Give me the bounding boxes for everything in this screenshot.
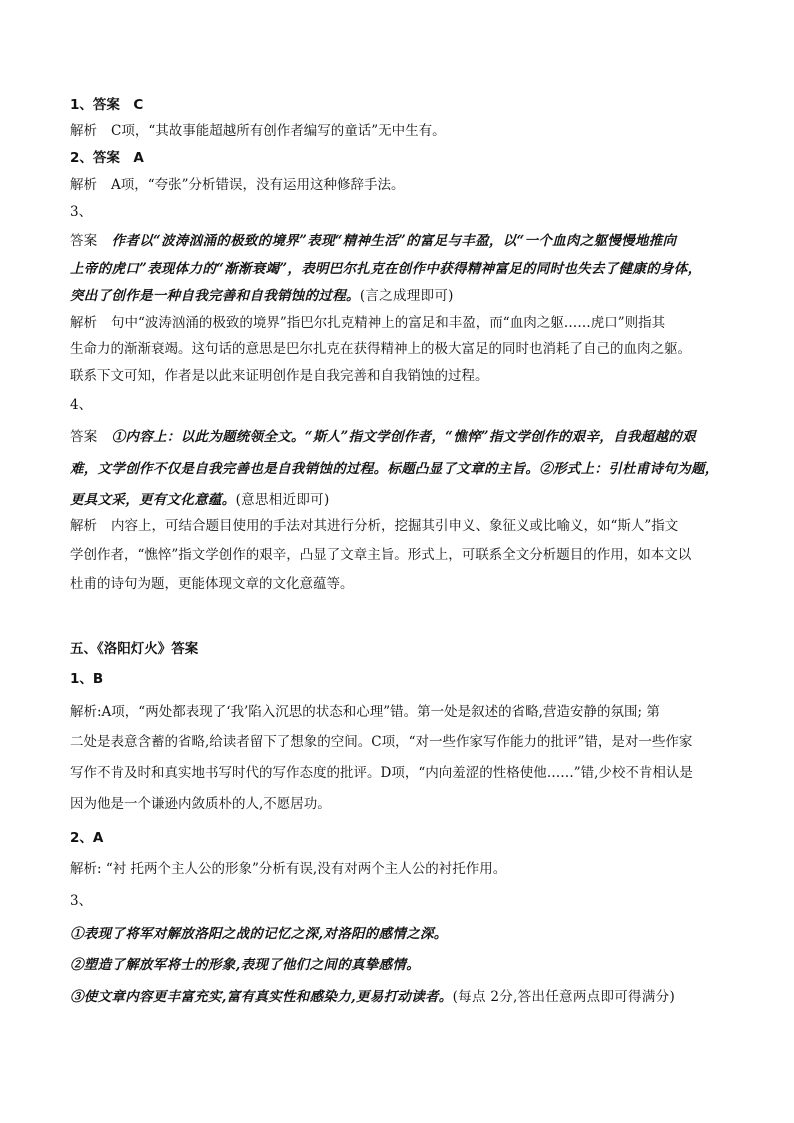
s5-q1-analysis-line: 二处是表意含蓄的省略,给读者留下了想象的空间。C项，“对一些作家写作能力的批评”错，是对一些作家: [70, 734, 693, 750]
q3-head: 3、: [70, 204, 93, 220]
analysis-text: 句中“波涛汹涌的极致的境界”指巴尔扎克精神上的富足和丰盈，而“血肉之躯……虎口”则指其: [111, 315, 666, 331]
analysis-text: 内容上，可结合题目使用的手法对其进行分析，挖掘其引申义、象征义或比喻义，如“斯人”指文: [111, 518, 679, 534]
analysis-text: C项，“其故事能超越所有创作者编写的童话”无中生有。: [111, 123, 446, 139]
q2-analysis: [70, 176, 405, 194]
answer-note: (言之成理即可): [359, 288, 454, 304]
q4-analysis-line: [70, 517, 678, 535]
q4-answer-line: [70, 428, 696, 446]
s5-q1-analysis-line: 写作不肯及时和真实地书写时代的写作态度的批评。D项，“内向羞涩的性格使他……”错,少校不肯相认是: [70, 765, 693, 781]
s5-q3-head: 3、: [70, 893, 93, 909]
q4-answer-line: [70, 491, 330, 509]
q2-answer-head: 2、答案 A: [70, 150, 144, 166]
answer-text: 作者以“波涛汹涌的极致的境界”表现“精神生活”的富足与丰盈，以“一个血肉之躯慢慢地推向: [111, 233, 677, 249]
s5-q3-point: [70, 988, 675, 1006]
analysis-label: 解析: [70, 177, 97, 193]
s5-q1-analysis-line: 解析:A项，“两处都表现了‘我’陷入沉思的状态和心理”错。第一处是叙述的省略,营造安静的氛围; 第: [70, 704, 660, 720]
score-note: (每点 2分,答出任意两点即可得满分): [452, 989, 676, 1005]
s5-q2-analysis: 解析: “衬 托两个主人公的形象”分析有误,没有对两个主人公的衬托作用。: [70, 861, 507, 877]
q4-head: 4、: [70, 397, 93, 413]
q1-answer-head: 1、答案 C: [70, 97, 144, 113]
answer-text: 更具文采，更有文化意蕴。: [70, 492, 236, 508]
section-title: 五、《洛阳灯火》答案: [70, 641, 199, 657]
s5-q2-head: 2、A: [70, 830, 104, 846]
answer-label: 答案: [70, 233, 98, 249]
q3-analysis-line: 生命力的渐渐衰竭。这句话的意思是巴尔扎克在获得精神上的极大富足的同时也消耗了自己的血肉之躯。: [70, 341, 691, 357]
analysis-text: A项，“夸张”分析错误，没有运用这种修辞手法。: [111, 177, 405, 193]
q3-answer-line: [70, 232, 676, 250]
analysis-label: 解析: [70, 123, 97, 139]
answer-label: 答案: [70, 429, 98, 445]
s5-q3-point: ①表现了将军对解放洛阳之战的记忆之深,对洛阳的感情之深。: [70, 926, 448, 942]
answer-text: ①内容上：以此为题统领全文。“斯人”指文学创作者，“憔悴”指文学创作的艰辛，自我超越的艰: [111, 429, 696, 445]
q4-analysis-line: 杜甫的诗句为题，更能体现文章的文化意蕴等。: [70, 576, 354, 592]
s5-q1-head: 1、B: [70, 671, 104, 687]
answer-note: (意思相近即可): [235, 492, 330, 508]
q3-answer-line: 上帝的虎口”表现体力的“渐渐衰竭”，表明巴尔扎克在创作中获得精神富足的同时也失去了健康的身体，: [70, 261, 702, 277]
analysis-label: 解析: [70, 315, 97, 331]
answer-text: 突出了创作是一种自我完善和自我销蚀的过程。: [70, 288, 360, 304]
q3-analysis-line: [70, 314, 665, 332]
analysis-label: 解析: [70, 518, 97, 534]
q3-answer-line: [70, 287, 454, 305]
q4-answer-line: 难，文学创作不仅是自我完善也是自我销蚀的过程。标题凸显了文章的主旨。②形式上：引杜甫诗句为题，: [70, 461, 719, 477]
s5-q1-analysis-line: 因为他是一个谦逊内敛质朴的人,不愿居功。: [70, 796, 331, 812]
q1-analysis: [70, 122, 446, 140]
point-text: ③使文章内容更丰富充实,富有真实性和感染力,更易打动读者。: [70, 989, 453, 1005]
q4-analysis-line: 学创作者，“憔悴”指文学创作的艰辛，凸显了文章主旨。形式上，可联系全文分析题目的作用，如本文以: [70, 547, 692, 563]
q3-analysis-line: 联系下文可知，作者是以此来证明创作是自我完善和自我销蚀的过程。: [70, 368, 489, 384]
s5-q3-point: ②塑造了解放军将士的形象,表现了他们之间的真挚感情。: [70, 957, 420, 973]
